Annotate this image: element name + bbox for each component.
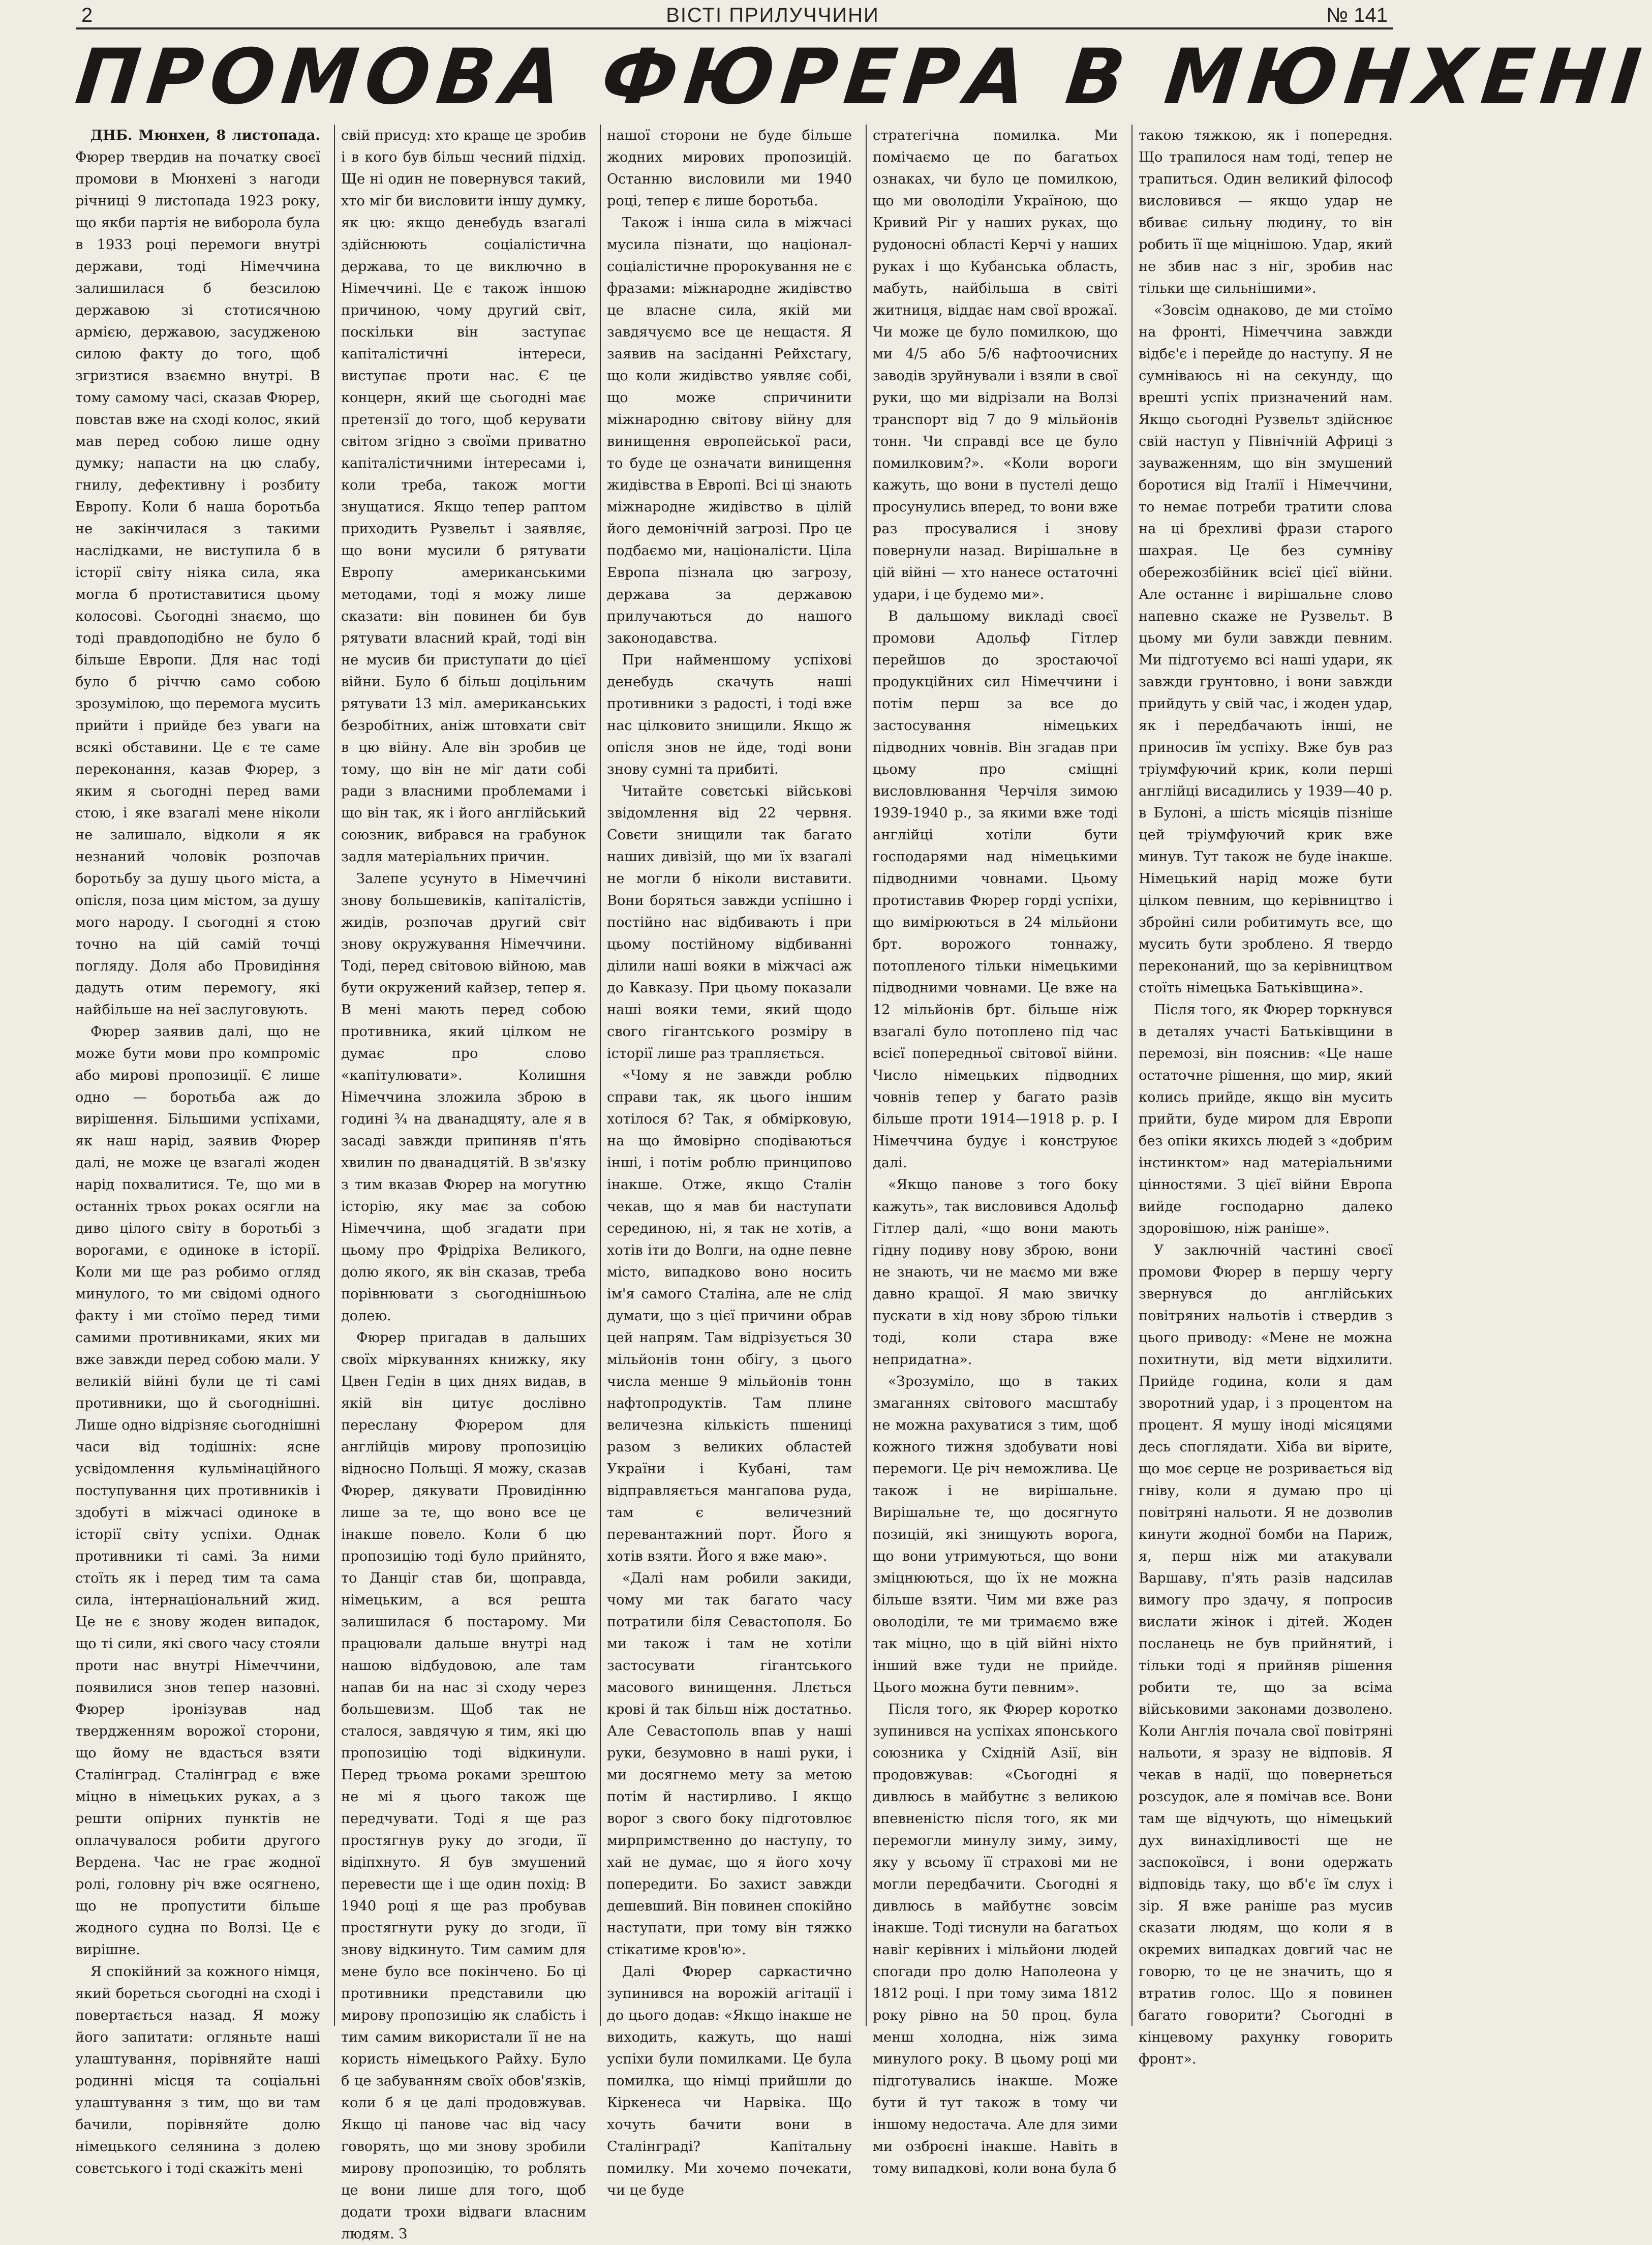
paragraph: В дальшому викладі своєї промови Адольф Гітлер перейшов до зростаючої продукційних сил Німеччини і потім перш за все до застосування німецьких підводних човнів. Він згадав при цьому про сміщні висловлювання Черчіля зимою 1939-1940 р., за якими вже тоді англійці хотіли бути господарями над німецькими підводними човнами. Цьому протиставив Фюрер горді успіхи, що вимірюються в 24 мільйони брт. ворожого тоннажу, потопленого тільки німецькими підводними човнами. Це вже на 12 мільйонів брт. більше ніж взагалі було потоплено під час всієї попередньої світової війни. Число німецьких підводних човнів тепер у багато разів більше проти 1914—1918 р. р. І Німеччина будує і конструює далі. xyxy=(873,609,1118,1171)
paragraph: Фюрер заявив далі, що не може бути мови про компроміс або мирові пропозиції. Є лише одно — боротьба аж до вирішення. Більшими успіхами, як наш нарід, заявив Фюрер далі, не може це взагалі жоден нарід похвалитися. Те, що ми в останніх трьох роках осягли на диво цілого світу в боротьбі з ворогами, є одиноке в історії. Коли ми ще раз робимо огляд минулого, то ми свідомі одного факту і ми стоїмо перед тими самими противниками, яких ми вже завжди перед собою мали. У великій війні були це ті самі противники, що й сьогоднішні. Лише одно відрізняє сьогоднішні часи від тодішніх: ясне усвідомлення кульмінаційного поступування цих противників і здобуті в міжчасі одиноке в історії світу успіхи. Однак противники ті самі. За ними стоїть як і перед тим та сама сила, інтернаціональний жид. Це не є знову жоден випадок, що ті сили, які свого часу стояли проти нас внутрі Німеччини, появилися знов тепер назовні. Фюрер іронізував над твердженням ворожої сторони, що йому не вдасться взяти Сталінград. Сталінград є вже міцно в німецьких руках, а з решти опірних пунктів не оплачувалося робити другого Вердена. Час не грає жодної ролі, головну річ вже осягнено, що не пропустити більше жодного судна по Волзі. Це є вирішне. xyxy=(75,1024,320,1958)
paragraph: стратегічна помилка. Ми помічаємо це по багатьох ознаках, чи було це помилкою, що ми оволоділи Україною, що Кривий Ріг у наших руках, що рудоносні області Керчі у наших руках і що Кубанська область, мабуть, найбільша в світі житниця, віддає нам свої врожаї. Чи може це було помилкою, що ми 4/5 або 5/6 нафтоочисних заводів зруйнували і взяли в свої руки, що ми відрізали на Волзі транспорт від 7 до 9 мільйонів тонн. Чи справді все це було помилковим?». «Коли вороги кажуть, що вони в пустелі дещо просунулись вперед, то вони вже раз просувалися і знову повернули назад. Вирішальне в цій війні — хто нанесе остаточні удари, і це будемо ми». xyxy=(873,128,1118,602)
paragraph: Далі Фюрер саркастично зупинився на ворожій агітації і до цього додав: «Якщо інакше не виходить, кажуть, що наші успіхи були помилками. Це була помилка, що німці прийшли до Кіркенеса чи Нарвіка. Що хочуть бачити вони в Сталінграді? Капітальну помилку. Ми хочемо почекати, чи це буде xyxy=(607,1964,852,2198)
article-headline: ПРОМОВА ФЮРЕРА В МЮНХЕНІ xyxy=(71,33,1652,122)
text-column-5 xyxy=(1139,125,1393,2067)
column-rule xyxy=(1131,125,1133,2026)
article-body xyxy=(75,125,1397,2242)
paragraph: Читайте совєтські військові звідомлення від 22 червня. Совєти знищили так багато наших дивізій, що ми їх взагалі не могли б ніколи виставити. Вони боряться завжди успішно і постійно нас відбивають і при цьому постійному відбиванні ділили наші вояки в міжчасі аж до Кавказу. При цьому показали наші вояки теми, який щодо свого гігантського розміру в історії лише раз трапляється. xyxy=(607,783,852,1061)
masthead xyxy=(76,3,1393,29)
paragraph: свій присуд: хто краще це зробив і в кого був більш чесний підхід. Ще ні один не повернувся такий, хто міг би висловити іншу думку, як цю: якщо денебудь взагалі здійснюють соціалістична держава, то це виключно в Німеччині. Це є також іншою причиною, чому другий світ, поскільки він заступає капіталістичні інтереси, виступає проти нас. Є це концерн, який ще сьогодні має претензії до того, щоб керувати світом згідно з своїми приватно капіталістичними інтересами і, коли треба, також могти знущатися. Якщо тепер раптом приходить Рузвельт і заявляє, що вони мусили б рятувати Европу американськими методами, тоді я можу лише сказати: він повинен би був рятувати власний край, тоді він не мусив би приступати до цієї війни. Було б більш доцільним рятувати 13 міл. американських безробітних, аніж штовхати світ в цю війну. Але він зробив це тому, що він не міг дати собі ради з власними проблемами і що він так, як і його англійський союзник, вибрався на грабунок задля матеріальних причин. xyxy=(341,128,587,865)
paragraph: «Далі нам робили закиди, чому ми так багато часу потратили біля Севастополя. Бо ми також і там не хотіли застосувати гігантського масового винищення. Ллється крові й так більш ніж достатньо. Але Севастополь впав у наші руки, безумовно в наші руки, і ми досягнемо мету за метою потім й настирливо. І якщо ворог з свого боку підготовлює мирпримственно до наступу, то хай не думає, що я його хочу попередити. Бо захист завжди дешевший. Він повинен спокійно наступати, при тому він тяжко стікатиме кров'ю». xyxy=(607,1570,852,1958)
paragraph: Фюрер твердив на початку своєї промови в Мюнхені з нагоди річниці 9 листопада 1923 року, що якби партія не виборола була в 1933 році перемоги внутрі держави, тоді Німеччина залишилася б безсилою державою зі стотисячною армією, державою, засудженою силою факту до того, щоб згризтися взаємно внутрі. В тому самому часі, сказав Фюрер, повстав вже на сході колос, який мав перед собою лише одну думку; напасти на цю слабу, гнилу, дефективну і розбиту Европу. Коли б наша боротьба не закінчилася з такими наслідками, не виступила б в історії світу ніяка сила, яка могла б протиставитися цьому колосові. Сьогодні знаємо, що тоді правдоподібно не було б більше Европи. Для нас тоді було б річчю само собою зрозумілою, що перемога мусить прийти і прийде без уваги на всякі обставини. Це є те саме переконання, казав Фюрер, з яким я сьогодні перед вами стою, і яке взагалі мене ніколи не залишало, відколи я як незнаний чоловік розпочав боротьбу за душу цього міста, а опісля, поза цим містом, за душу мого народу. І сьогодні я стою точно на цій самій точці погляду. Доля або Провидіння дадуть отим перемогу, які найбільше на неї заслуговують. xyxy=(75,149,320,1018)
text-column-2 xyxy=(341,125,587,2242)
paragraph: Після того, як Фюрер торкнувся в деталях участі Батьківщини в перемозі, він пояснив: «Це наше остаточне рішення, що мир, який колись прийде, якщо він мусить прийти, буде миром для Европи без опіки якихсь людей з «добрим інстинктом» над матеріальними цінностями. З цієї війни Европа вийде господарно далеко здоровішою, ніж раніше». xyxy=(1139,1002,1393,1236)
paragraph: При найменшому успіхові денебудь скачуть наші противники з радості, і тоді вже нас цілковито знищили. Якщо ж опісля знов не йде, тоді вони знову сумні та прибиті. xyxy=(607,652,852,777)
paragraph: «Зовсім однаково, де ми стоїмо на фронті, Німеччина завжди відбє'є і перейде до наступу. Я не сумніваюсь ні на секунду, що врешті успіх призначений нам. Якщо сьогодні Рузвельт здійснює свій наступ у Північній Африці з зауваженням, що він змушений боротися від Італії і Німеччини, то немає потреби тратити слова на ці брехливі фрази старого шахрая. Це без сумніву обережозбійник всієї цієї війни. Але останнє і вирішальне слово напевно скаже не Рузвельт. В цьому ми були завжди певним. Ми підготуємо всі наші удари, як завжди грунтовно, і вони завжди прийдуть у свій час, і жоден удар, як і передбачають інші, не приносив їм успіху. Вже був раз тріумфуючий крик, коли перші англійці висадились у 1939—40 р. в Булоні, а шість місяців пізніше цей тріумфуючий крик вже минув. Тут також не буде інакше. Німецький нарід може бути цілком певним, що керівництво і збройні сили робитимуть все, що мусить бути зроблено. Я твердо переконаний, що за керівництвом стоїть німецька Батьківщина». xyxy=(1139,302,1393,996)
column-rule xyxy=(600,125,601,2026)
text-column-1 xyxy=(75,125,320,2176)
page-number: 2 xyxy=(81,4,93,26)
column-rule xyxy=(866,125,867,2026)
newspaper-title: ВІСТІ ПРИЛУЧЧИНИ xyxy=(666,4,879,26)
text-column-4 xyxy=(873,125,1118,2176)
paragraph: «Якщо панове з того боку кажуть», так висловився Адольф Гітлер далі, «що вони мають гідну подиву нову зброю, вони не знають, чи не маємо ми вже давно кращої. Я маю звичку пускати в хід нову зброю тільки тоді, коли стара вже непридатна». xyxy=(873,1177,1118,1368)
paragraph: Після того, як Фюрер коротко зупинився на успіхах японського союзника у Східній Азії, він продовжував: «Сьогодні я дивлюсь в майбутнє з великою впевненістю після того, як ми перемогли минулу зиму, зиму, яку у всьому її страхові ми не могли передбачити. Сьогодні я дивлюсь в майбутнє зовсім інакше. Тоді тиснули на багатьох навіг керівних і мільйони людей спогади про долю Наполеона у 1812 році. І при тому зима 1812 року рівно на 50 проц. була менш холодна, ніж зима минулого року. В цьому році ми підготувались інакше. Може бути й тут також в тому чи іншому недостача. Але для зими ми озброєні інакше. Навіть в тому випадкові, коли вона була б xyxy=(873,1702,1118,2176)
paragraph: Фюрер пригадав в дальших своїх міркуваннях книжку, яку Цвен Гедін в цих днях видав, в якій він цитує дослівно переслану Фюрером для англійців мирову пропозицію відносно Польщі. Я можу, сказав Фюрер, дякувати Провидінню лише за те, що воно все це інакше повело. Коли б цю пропозицію тоді було прийнято, то Данціг став би, щоправда, німецьким, а вся решта залишилася б постарому. Ми працювали дальше внутрі над нашою відбудовою, але там напав би на нас зі сходу через большевизм. Щоб так не сталося, завдячую я тим, які цю пропозицію тоді відкинули. Перед трьома роками зрештою не мі я цього також ще передчувати. Тоді я ще раз простягнув руку до згоди, її відіпхнуто. Я був змушений перевести ще і ще один похід: В 1940 році я ще раз пробував простягнути руку до згоди, її знову відкинуто. Тим самим для мене було все покінчено. Бо ці противники представили цю мирову пропозицію як слабість і тим самим використали її не на користь німецького Райху. Було б це забуванням своїх обов'язків, коли б я це далі продовжував. Якщо ці панове час від часу говорять, що ми знову зробили мирову пропозицію, то роблять це вони лише для того, щоб додати трохи відваги власним людям. З xyxy=(341,1330,586,2242)
issue-number: № 141 xyxy=(1326,4,1388,26)
paragraph: «Чому я не завжди роблю справи так, як цього іншим хотілося б? Так, я обмірковую, на що ймовірно сподіваються інші, і потім роблю принципово інакше. Отже, якщо Сталін чекав, що я мав би наступати серединою, ні, я так не хотів, а хотів іти до Волги, на одне певне місто, випадково воно носить ім'я самого Сталіна, але не слід думати, що з цієї причини обрав цей напрям. Там відрізується 30 мільйонів тонн обігу, з цього числа менше 9 мільйонів тонн нафтопродуктів. Там плине величезна кількість пшениці разом з великих областей України і Кубані, там відправляється мангапова руда, там є величезний перевантажний порт. Його я хотів взяти. Його я вже маю». xyxy=(607,1068,852,1564)
paragraph: нашої сторони не буде більше жодних мирових пропозицій. Останню висловили ми 1940 році, тепер є лише боротьба. xyxy=(607,128,852,209)
paragraph: такою тяжкою, як і попередня. Що трапилося нам тоді, тепер не трапиться. Один великий філософ висловився — якщо удар не вбиває сильну людину, то він робить її ще міцнішою. Удар, який не збив нас з ніг, зробив нас тільки ще сильнішими». xyxy=(1139,128,1393,296)
paragraph: Я спокійний за кожного німця, який бореться сьогодні на сході і повертається назад. Я можу його запитати: огляньте наші улаштування, порівняйте наші родинні місця та соціальні улаштування з тим, що ви там бачили, порівняйте долю німецького селянина з долею совєтського і тоді скажіть мені xyxy=(75,1964,320,2176)
paragraph: Залепе усунуто в Німеччині знову большевиків, капіталістів, жидів, розпочав другий світ знову окружування Німеччини. Тоді, перед світовою війною, мав бути окружений кайзер, тепер я. В мені мають перед собою противника, який цілком не думає про слово «капітулювати». Колишня Німеччина зложила зброю в годині ¾ на дванадцяту, але я в засаді завжди припиняв п'ять хвилин по дванадцятій. В зв'язку з тим вказав Фюрер на могутню історію, яку має за собою Німеччина, щоб згадати при цьому про Фрідріха Великого, долю якого, як він сказав, треба порівнювати з сьогоднішньою долею. xyxy=(341,871,586,1324)
paragraph: Також і інша сила в міжчасі мусила пізнати, що націонал-соціалістичне пророкування не є фразами: міжнародне жидівство це власне сила, якій ми завдячуємо все це нещастя. Я заявив на засіданні Рейхстагу, що коли жидівство уявляє собі, що може спричинити міжнародню світову війну для винищення европейської раси, то буде це означати винищення жидівства в Европі. Всі ці знають міжнародне жидівство в цілій його демонічній загрозі. Про це подбаємо ми, націоналісти. Ціла Европа пізнала цю загрозу, держава за державою прилучаються до нашого законодавства. xyxy=(607,215,852,646)
paragraph: У заключній частині своєї промови Фюрер в першу чергу звернувся до англійських повітряних нальотів і ствердив з цього приводу: «Мене не можна похитнути, від мети відхилити. Прийде година, коли я дам зворотний удар, і з процентом на процент. Я мушу іноді місяцями десь споглядати. Хіба ви вірите, що моє серце не розривається від гніву, коли я думаю про ці повітряні нальоти. Я не дозволив кинути жодної бомби на Париж, я, перш ніж ми атакували Варшаву, п'ять разів надсилав вимогу про здачу, я попросив вислати жінок і дітей. Жоден посланець не був прийнятий, і тільки тоді я прийняв рішення робити те, що за всіма військовими законами дозволено. Коли Англія почала свої повітряні нальоти, я зразу не відповів. Я чекав в надії, що повернеться розсудок, але я помічав все. Вони там ще відчують, що німецький дух винахідливості ще не заспокоївся, і вони одержать відповідь таку, що вб'є їм слух і зір. Я вже раніше раз мусив сказати людям, що коли я в окремих випадках довгий час не говорю, то це не значить, що я втратив голос. Що я повинен багато говорити? Сьогодні в кінцевому рахунку говорить фронт». xyxy=(1139,1242,1393,2067)
text-column-3 xyxy=(607,125,852,2198)
column-rule xyxy=(334,125,335,2026)
dateline: ДНБ. Мюнхен, 8 листопада. xyxy=(90,127,320,143)
paragraph: «Зрозуміло, що в таких змаганнях світового масштабу не можна рахуватися з тим, щоб кожного тижня здобувати нові перемоги. Це річ неможлива. Це також і не вирішальне. Вирішальне те, що досягнуто позицій, які знищують ворога, що вони утримуються, що вони зміцнюються, що їх не можна більше взяти. Чим ми вже раз оволоділи, те ми тримаємо вже так міцно, що в цій війні ніхто інший вже туди не прийде. Цього можна бути певним». xyxy=(873,1374,1118,1695)
